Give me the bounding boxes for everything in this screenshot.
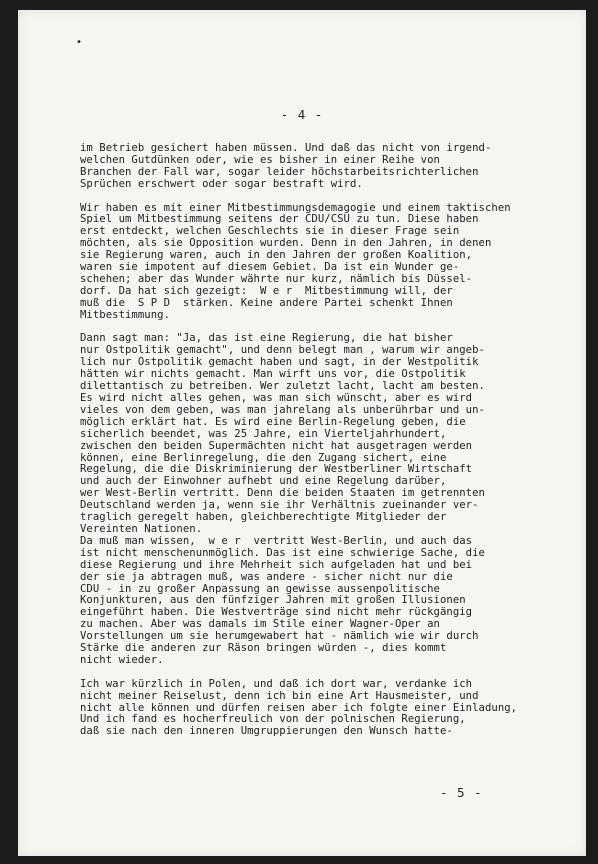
page-number: - 4 -	[280, 107, 324, 122]
text-line: sicherlich beendet, was 25 Jahre, ein Vierteljahrhundert,	[80, 427, 447, 440]
text-line: CDU - in zu großer Anpassung an gewisse aussenpolitische	[80, 582, 440, 595]
paragraph	[80, 203, 580, 322]
scan-border-right	[586, 0, 598, 864]
text-line: Vorstellungen um sie herumgewabert hat - nämlich wie wir durch	[80, 630, 479, 643]
text-line: Regelung, die die Diskriminierung der Westberliner Wirtschaft	[80, 463, 473, 476]
text-line: zwischen den beiden Supermächten nicht hat ausgetragen werden	[80, 439, 473, 452]
text-line: Wir haben es mit einer Mitbestimmungsdemagogie und einem taktischen	[80, 201, 511, 214]
text-line: muß die S P D stärken. Keine andere Partei schenkt Ihnen	[80, 296, 453, 309]
text-line: dorf. Da hat sich gezeigt: W e r Mitbestimmung will, der	[80, 284, 453, 297]
text-line: erst entdeckt, welchen Geschlechts sie in dieser Frage sein	[80, 225, 460, 238]
text-line: Stärke die anderen zur Räson bringen würden -, dies kommt	[80, 642, 447, 655]
paragraph	[80, 679, 580, 739]
text-line: im Betrieb gesichert haben müssen. Und daß das nicht von irgend-	[80, 142, 492, 154]
text-line: Sprüchen erschwert oder sogar bestraft wird.	[80, 177, 363, 190]
text-line: Es wird nicht alles gehen, was man sich wünscht, aber es wird	[80, 392, 473, 404]
text-line: und auch der Einwohner aufhebt und eine Regelung darüber,	[80, 475, 447, 488]
text-line: hätten wir nichts gemacht. Man wirft uns vor, die Ostpolitik	[80, 368, 466, 381]
text-line: wer West-Berlin vertritt. Denn die beiden Staaten im getrennten	[80, 487, 485, 500]
text-line: nur Ostpolitik gemacht", und denn belegt man , warum wir angeb-	[80, 344, 485, 357]
text-line: daß sie nach den inneren Umgruppierungen den Wunsch hatte-	[80, 725, 453, 738]
text-line: der sie ja abtragen muß, was andere - sicher nicht nur die	[80, 570, 453, 583]
text-line: Konjunkturen, aus den fünfziger Jahren mit großen Illusionen	[80, 594, 466, 607]
text-line: vieles von dem geben, was man jahrelang als unberührbar und un-	[80, 403, 485, 416]
corner-mark: •	[76, 37, 83, 48]
text-line: zu machen. Aber was damals im Stile einer Wagner-Oper an	[80, 618, 440, 631]
text-line: diese Regierung und ihre Mehrheit sich aufgeladen hat und bei	[80, 558, 473, 571]
text-line: Branchen der Fall war, sogar leider höchstarbeitsrichterlichen	[80, 165, 479, 178]
text-line: nicht alle können und dürfen reisen aber ich folgte einer Einladung,	[80, 701, 518, 714]
text-line: eingeführt haben. Die Westverträge sind nicht mehr rückgängig	[80, 606, 473, 619]
text-line: nicht wieder.	[80, 653, 164, 666]
paragraph	[80, 143, 580, 191]
text-line: können, eine Berlinregelung, die den Zugang sichert, eine	[80, 451, 447, 464]
text-line: möglich erklärt hat. Es wird eine Berlin-Regelung geben, die	[80, 415, 466, 428]
text-line: schehen; aber das Wunder währte nur kurz, nämlich bis Düssel-	[80, 272, 473, 285]
text-line: Spiel um Mitbestimmung seitens der CDU/CSU zu tun. Diese haben	[80, 213, 479, 226]
scan-border-top	[0, 0, 598, 10]
next-page-number: - 5 -	[440, 785, 483, 800]
text-line: traglich geregelt haben, gleichberechtigte Mitglieder der	[80, 511, 447, 524]
text-line: Deutschland werden ja, wenn sie ihr Verhältnis zueinander ver-	[80, 499, 479, 512]
text-line: Ich war kürzlich in Polen, und daß ich dort war, verdanke ich	[80, 677, 473, 690]
text-line: möchten, als sie Opposition wurden. Denn in den Jahren, in denen	[80, 237, 492, 250]
text-line: waren sie impotent auf diesem Gebiet. Da ist ein Wunder ge-	[80, 261, 460, 274]
text-line: sie Regierung waren, auch in den Jahren der großen Koalition,	[80, 249, 473, 262]
text-line: lich nur Ostpolitik gemacht haben und sagt, in der Westpolitik	[80, 356, 479, 369]
text-line: Mitbestimmung.	[80, 308, 170, 321]
text-line: Und ich fand es hocherfreulich von der polnischen Regierung,	[80, 713, 466, 726]
text-line: ist nicht menschenunmöglich. Das ist eine schwierige Sache, die	[80, 546, 485, 559]
text-line: Dann sagt man: "Ja, das ist eine Regierung, die hat bisher	[80, 332, 453, 345]
scan-border-left	[0, 0, 18, 864]
scan-border-bottom	[0, 856, 598, 864]
paragraph	[80, 333, 580, 666]
text-line: Da muß man wissen, w e r vertritt West-Berlin, und auch das	[80, 534, 473, 547]
document-page	[18, 10, 586, 856]
body-text	[80, 143, 580, 750]
text-line: dilettantisch zu betreiben. Wer zuletzt lacht, lacht am besten.	[80, 380, 485, 393]
text-line: nicht meiner Reiselust, denn ich bin eine Art Hausmeister, und	[80, 689, 479, 702]
text-line: Vereinten Nationen.	[80, 522, 203, 535]
text-line: welchen Gutdünken oder, wie es bisher in einer Reihe von	[80, 153, 440, 166]
